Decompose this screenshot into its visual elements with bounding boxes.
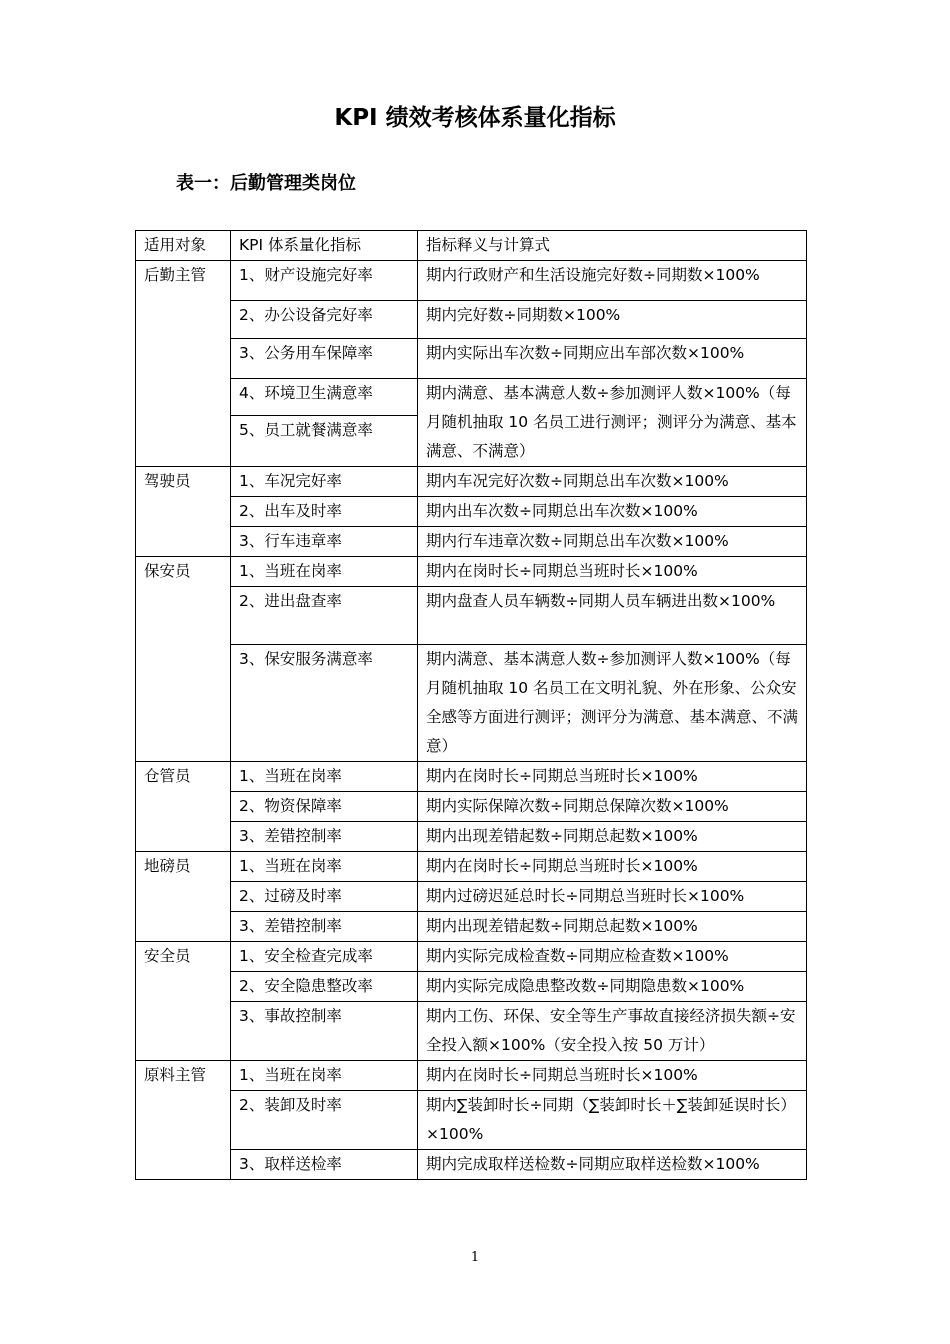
- formula-cell: 期内过磅迟延总时长÷同期总当班时长×100%: [418, 882, 807, 912]
- formula-cell: 期内在岗时长÷同期总当班时长×100%: [418, 852, 807, 882]
- indicator-cell: 2、安全隐患整改率: [231, 972, 418, 1002]
- table-row: [136, 379, 807, 416]
- indicator-cell: 2、物资保障率: [231, 792, 418, 822]
- role-cell: 驾驶员: [136, 467, 231, 557]
- table-row: [136, 587, 807, 645]
- indicator-cell: 2、进出盘查率: [231, 587, 418, 645]
- formula-cell: 期内实际出车次数÷同期应出车部次数×100%: [418, 339, 807, 379]
- table-header-row: [136, 231, 807, 261]
- formula-cell: 期内实际完成隐患整改数÷同期隐患数×100%: [418, 972, 807, 1002]
- table-row: [136, 1091, 807, 1150]
- table-row: [136, 822, 807, 852]
- indicator-cell: 3、保安服务满意率: [231, 645, 418, 762]
- formula-cell: 期内在岗时长÷同期总当班时长×100%: [418, 762, 807, 792]
- table-row: [136, 762, 807, 792]
- indicator-cell: 1、财产设施完好率: [231, 261, 418, 301]
- formula-cell: 期内实际保障次数÷同期总保障次数×100%: [418, 792, 807, 822]
- indicator-cell: 3、差错控制率: [231, 912, 418, 942]
- page-title: KPI 绩效考核体系量化指标: [334, 105, 616, 131]
- table-row: [136, 912, 807, 942]
- formula-cell: 期内完好数÷同期数×100%: [418, 301, 807, 339]
- indicator-cell: 3、行车违章率: [231, 527, 418, 557]
- table-row: [136, 497, 807, 527]
- indicator-cell: 2、出车及时率: [231, 497, 418, 527]
- formula-cell: 期内∑装卸时长÷同期（∑装卸时长＋∑装卸延误时长）×100%: [418, 1091, 807, 1150]
- indicator-cell: 1、当班在岗率: [231, 557, 418, 587]
- indicator-cell: 1、车况完好率: [231, 467, 418, 497]
- indicator-cell: 4、环境卫生满意率: [231, 379, 418, 416]
- role-cell: 保安员: [136, 557, 231, 762]
- formula-cell: 期内工伤、环保、安全等生产事故直接经济损失额÷安全投入额×100%（安全投入按 50 万计）: [418, 1002, 807, 1061]
- section-heading: 表一：后勤管理类岗位: [176, 173, 356, 194]
- role-cell: 安全员: [136, 942, 231, 1061]
- indicator-cell: 1、当班在岗率: [231, 762, 418, 792]
- table-row: [136, 261, 807, 301]
- indicator-cell: 2、过磅及时率: [231, 882, 418, 912]
- table-row: [136, 792, 807, 822]
- formula-cell: 期内在岗时长÷同期总当班时长×100%: [418, 1061, 807, 1091]
- column-header-indicator: KPI 体系量化指标: [231, 231, 418, 261]
- table-row: [136, 467, 807, 497]
- indicator-cell: 3、差错控制率: [231, 822, 418, 852]
- table-row: [136, 339, 807, 379]
- table-row: [136, 882, 807, 912]
- indicator-cell: 2、装卸及时率: [231, 1091, 418, 1150]
- table-row: [136, 972, 807, 1002]
- formula-cell: 期内在岗时长÷同期总当班时长×100%: [418, 557, 807, 587]
- indicator-cell: 5、员工就餐满意率: [231, 416, 418, 467]
- table-row: [136, 942, 807, 972]
- column-header-role: 适用对象: [136, 231, 231, 261]
- table-row: [136, 301, 807, 339]
- table-row: [136, 557, 807, 587]
- table-row: [136, 1002, 807, 1061]
- table-row: [136, 527, 807, 557]
- formula-cell: 期内车况完好次数÷同期总出车次数×100%: [418, 467, 807, 497]
- role-cell: 后勤主管: [136, 261, 231, 467]
- indicator-cell: 1、当班在岗率: [231, 1061, 418, 1091]
- formula-cell: 期内满意、基本满意人数÷参加测评人数×100%（每月随机抽取 10 名员工进行测评；测评分为满意、基本满意、不满意）: [418, 379, 807, 467]
- formula-cell: 期内盘查人员车辆数÷同期人员车辆进出数×100%: [418, 587, 807, 645]
- formula-cell: 期内行车违章次数÷同期总出车次数×100%: [418, 527, 807, 557]
- formula-cell: 期内满意、基本满意人数÷参加测评人数×100%（每月随机抽取 10 名员工在文明礼貌、外在形象、公众安全感等方面进行测评；测评分为满意、基本满意、不满意）: [418, 645, 807, 762]
- table-row: [136, 645, 807, 762]
- indicator-cell: 1、当班在岗率: [231, 852, 418, 882]
- role-cell: 仓管员: [136, 762, 231, 852]
- formula-cell: 期内出现差错起数÷同期总起数×100%: [418, 822, 807, 852]
- column-header-formula: 指标释义与计算式: [418, 231, 807, 261]
- formula-cell: 期内实际完成检查数÷同期应检查数×100%: [418, 942, 807, 972]
- formula-cell: 期内完成取样送检数÷同期应取样送检数×100%: [418, 1150, 807, 1180]
- indicator-cell: 1、安全检查完成率: [231, 942, 418, 972]
- page-number: 1: [470, 1250, 480, 1265]
- table-row: [136, 1061, 807, 1091]
- table-row: [136, 852, 807, 882]
- formula-cell: 期内行政财产和生活设施完好数÷同期数×100%: [418, 261, 807, 301]
- indicator-cell: 3、取样送检率: [231, 1150, 418, 1180]
- role-cell: 地磅员: [136, 852, 231, 942]
- role-cell: 原料主管: [136, 1061, 231, 1180]
- table-row: [136, 1150, 807, 1180]
- indicator-cell: 2、办公设备完好率: [231, 301, 418, 339]
- formula-cell: 期内出车次数÷同期总出车次数×100%: [418, 497, 807, 527]
- formula-cell: 期内出现差错起数÷同期总起数×100%: [418, 912, 807, 942]
- kpi-table: [135, 230, 807, 1180]
- indicator-cell: 3、公务用车保障率: [231, 339, 418, 379]
- indicator-cell: 3、事故控制率: [231, 1002, 418, 1061]
